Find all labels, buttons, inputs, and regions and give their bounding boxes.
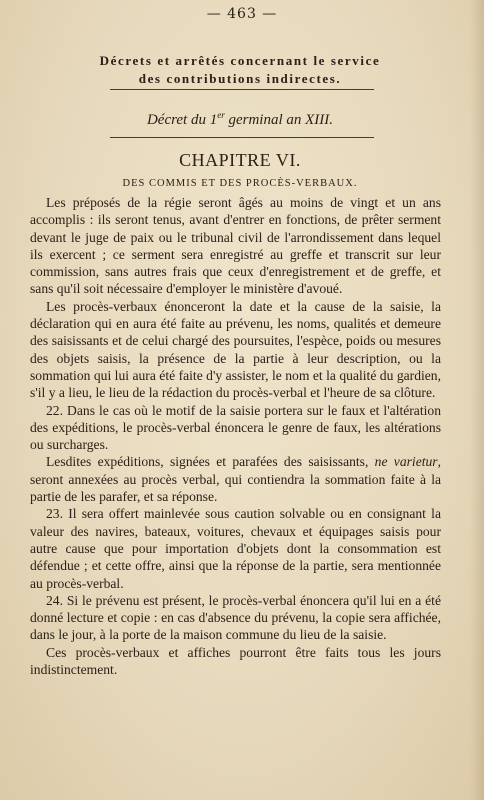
decree-superscript: er <box>217 110 225 120</box>
section-heading-line-1: Décrets et arrêtés concernant le service <box>99 53 381 68</box>
page-edge-shadow <box>470 0 484 800</box>
paragraph: 22. Dans le cas où le motif de la saisie portera sur le faux et l'altération des expéditions, le procès-verbal énoncera le genre de faux, les altérations ou surcharges. <box>30 402 441 453</box>
section-heading-line-2: des contributions indirectes. <box>138 71 342 86</box>
decree-suffix: germinal an XIII. <box>224 112 334 128</box>
paragraph-text: , seront annexées au procès verbal, qui contiendra la sommation faite à la partie de les parafer, et sa réponse. <box>30 454 441 505</box>
paragraph: Les préposés de la régie seront âgés au moins de vingt et un ans accomplis : ils seront tenus, avant d'entrer en fonctions, de prêter serment devant le juge de paix ou le tribunal civil de l'arrondissement dans lequel ils exercent ; ce serment sera enregistré au greffe et transcrit sur leur commission, sans autres frais que ceux d'enregistrement et de greffe, et sans qu'il soit nécessaire d'employer le ministère d'avoué. <box>30 195 441 297</box>
chapter-title: CHAPITRE VI. <box>179 150 301 170</box>
paragraph: 24. Si le prévenu est présent, le procès-verbal énoncera qu'il lui en a été donné lecture et copie : en cas d'absence du prévenu, la copie sera affichée, dans le jour, à la porte de la maison commune du lieu de la saisie. <box>30 592 441 643</box>
paragraph-italic-text: ne varietur <box>374 454 438 470</box>
chapter-subtitle: DES COMMIS ET DES PROCÈS-VERBAUX. <box>122 178 358 189</box>
divider-rule <box>110 137 374 138</box>
page-number: — 463 — <box>206 6 278 22</box>
decree-title <box>40 110 440 129</box>
body-text <box>30 194 441 678</box>
paragraph <box>30 453 441 505</box>
decree-prefix: Décret du 1 <box>146 112 218 128</box>
paragraph: Ces procès-verbaux et affiches pourront être faits tous les jours indistinctement. <box>30 644 441 678</box>
paragraph-text: Lesdites expéditions, signées et parafées des saisissants, <box>46 454 375 470</box>
divider-rule <box>110 89 374 90</box>
section-heading <box>40 52 440 88</box>
paragraph: 23. Il sera offert mainlevée sous caution solvable ou en consignant la valeur des navires, bateaux, voitures, chevaux et équipages saisis pour autre cause que pour importation d'objets dont la consommation est défendue ; et cette offre, ainsi que la réponse de la partie, sera mentionnée au procès-verbal. <box>30 506 441 591</box>
paragraph: Les procès-verbaux énonceront la date et la cause de la saisie, la déclaration qui en aura été faite au prévenu, les noms, qualités et demeure des saisissants et de celui chargé des poursuites, l'espèce, poids ou mesures des objets saisis, la présence de la partie à leur description, ou la sommation qui lui aura été faite d'y assister, le nom et la qualité du gardien, s'il y a lieu, le lieu de la rédaction du procès-verbal et l'heure de sa clôture. <box>30 298 441 401</box>
